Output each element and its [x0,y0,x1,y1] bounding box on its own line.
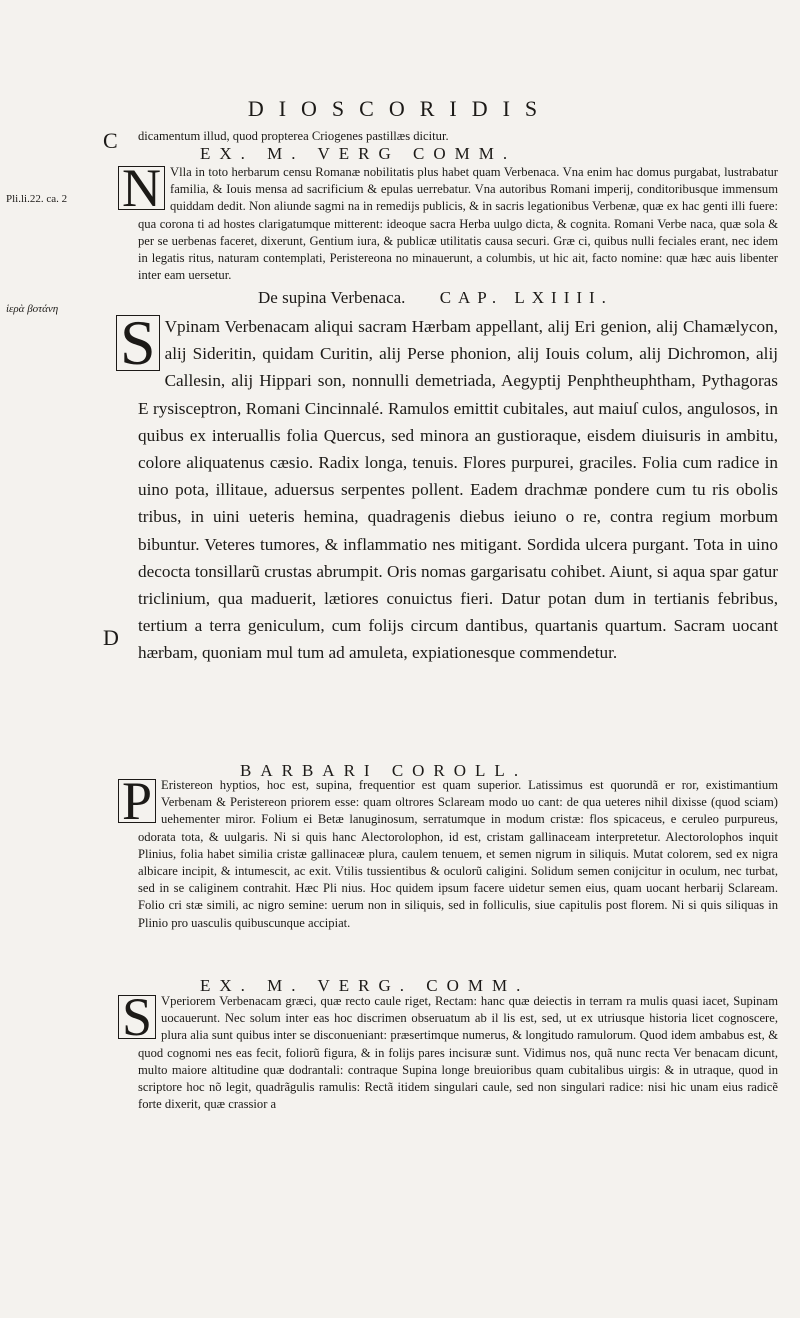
running-head: DIOSCORIDIS [247,96,553,121]
margin-letter-c: C [103,128,118,153]
intro-line [138,128,778,145]
commentary-block [122,158,778,283]
barbari-heading: BARBARI COROLL. [240,761,528,780]
chapter-title [258,288,613,308]
chapter-number: CAP. LXIIII. [439,288,613,307]
commentary-text-2: Vperiorem Verbenacam græci, quæ recto caule riget, Rectam: hanc quæ deiectis in terram ra mulis quasi iacet, Supinam uocauerunt. Nec solum inter eas hoc discrimen obseruatum ab il lis est, sed, ut ex utriusque historia licet cognoscere, plura alia sunt quibus inter se disconueniant: præsertimque numerus, & longitudo ramulorum. Quod idem ambabus est, & quod cognomi nes eas fecit, foliorũ figura, & in folijs pares incisuræ sunt. Vidimus nos, quã nunc recta Ver benacam dicunt, multo maiore altitudine quæ dodrantali: contraque Supina longe breuioribus quam cubitalibus uirgis: & in utraque, quod in scriptore hoc nõ legit, quadrãgulis ramulis: Rectã itidem singulari caule, sed non singulari radice: nisi hic unam eius radicẽ forte dixerit, quæ crassior a [138,994,778,1112]
commentary-heading: EX. M. VERG COMM. [200,144,517,163]
drop-cap: P [118,779,156,823]
commentary-heading-2: EX. M. VERG. COMM. [200,976,530,995]
drop-cap: N [118,166,165,210]
chapter-text: Vpinam Verbenacam aliqui sacram Hærbam appellant, alij Eri genion, alij Chamælycon, alij Sideritin, quidam Curitin, alij Perse phonion, alij Iouis colum, alij Dichromon, alij Callesin, alij Hippari son, nonnulli demetriada, Aegyptij Penphtheuphtham, Pythagoras E rysisceptron, Romani Cincinnalé. Ramulos emittit cubitales, aut maiuſ culos, angulosos, in quibus ex interuallis folia Quercus, sed minora an gustioraque, eisdem diuisuris in ambitu, colore aliquatenus cæsio. Radix longa, tenuis. Flores purpurei, graciles. Folia cum radice in uino pota, illitaue, aduersus serpentes pollent. Eadem drachmæ pondere cum tu ris obolis tribus, in uini ueteris hemina, quadragenis diebus ieiuno o re, contra regium morbum bibuntur. Veteres tumores, & inflammatio nes mitigant. Sordida ulcera purgant. Tota in uino decocta tonsillarũ crustas abrumpit. Oris nomas gargarisatu cohibet. Aiunt, si aqua spar gatur triclinium, qua maduerit, lætiores conuictus fieri. Datur potan dum in tertianis febribus, tertium a terra geniculum, cum folijs circum dantibus, quartanis quartum. Sacram uocant hærbam, quoniam mul tum ad amuleta, expiationesque commendetur. [138,317,778,663]
chapter-title-text: De supina Verbenaca. [258,288,406,307]
barbari-text: Eristereon hyptios, hoc est, supina, frequentior est quam superior. Latissimus est quorundã er ror, existimantium Verbenam & Peristereon priorem esse: quam oltrores Sclaream modo uo cant: de qua ueteres nihil dixisse (quod sciam) uehementer miror. Folium ei Betæ lanuginosum, serratumque in modum cristæ: flos spicaceus, e ceruleo purpureus, odorata tota, & uulgaris. Ni si quis hanc Alectorolophon, id est, cristam gallinaceam interpretetur. Alectorolophos inquit Plinius, folia habet similia cristæ gallinaceæ plura, caulem tenuem, et semen nigrum in siliquis. Mutat colorem, sed ex nigra albicare incipit, & intumescit, ac exit. Vtilis tussientibus & oculorũ caligini. Solidum semen conijcitur in oculum, nec turbat, sed in se caliginem contrahit. Hæc Pli nius. Hoc quidem ipsum facere uidetur semen eius, quam uocant herbarij Sclaream. Folio cri stæ simili, ac nigro semine: uerum non in siliquis, sed in folliculis, siue capitulis post florem. Ni si quis siliquas in Plinio pro uasculis quibuscunque accipiat. [138,778,778,930]
barbari-block [122,771,778,977]
intro-text: dicamentum illud, quod propterea Criogenes pastillæs dicitur. [138,129,449,143]
commentary-text: Vlla in toto herbarum censu Romanæ nobilitatis plus habet quam Verbenaca. Vna enim hac domus purgabat, lustrabatur familia, & Iouis mensa ad sacrificium & epulas uerrebatur. Vna autoribus Romani imperij, conditoribusque immensum quiddam dedit. Non aliunde sagmi na in remedijs publicis, & in sacris legationibus Verbenæ, quæ ex hac genti illi fuere: qua corona ti ad hostes clarigatumque mitterent: ideoque sacra Herba uulgo dicta, & cognita. Romani Verbe naca, quæ sola & per se uerbenas faceret, dixerunt, Gentium iura, & publicæ utilitatis causa securi. Græ ci, quibus nulli feciales erant, nec idem in legatis ritus, naturam contemplati, Peristereona no minauerunt, a columbis, ut hic ait, facto nomine: quæ hæc auis libenter inter eam uersetur. [138,165,778,283]
margin-reference: Pli.li.22. ca. 2 [6,193,68,205]
drop-cap: S [118,995,156,1039]
margin-letter-d: D [103,625,119,650]
margin-greek-note: ἱερὰ βοτάνη [6,303,59,315]
drop-cap: S [116,315,160,371]
chapter-body [120,307,778,760]
commentary-block-2 [122,987,778,1153]
